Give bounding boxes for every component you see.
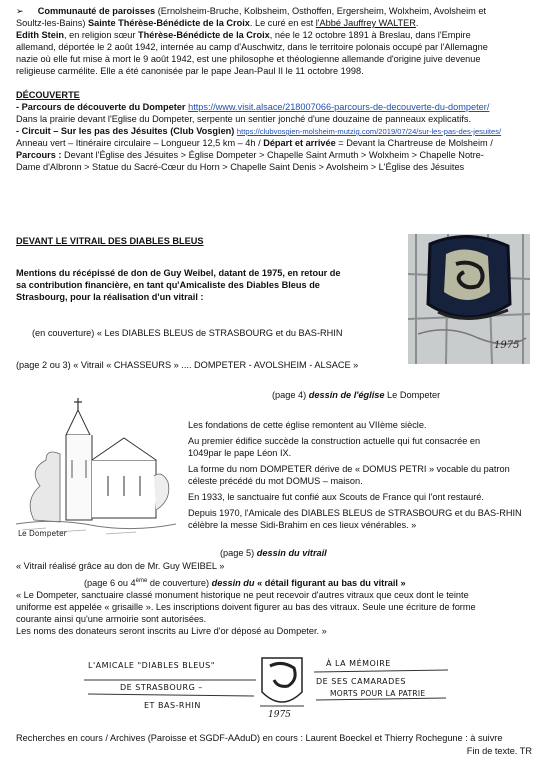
church-p2b: 1049par le pape Léon IX.: [188, 448, 292, 458]
inscription-left-3: ET BAS-RHIN: [144, 701, 201, 710]
page4-line: (page 4) dessin de l'église Le Dompeter: [272, 390, 441, 400]
bullet-icon: ➢: [16, 6, 24, 16]
inscription-right-1: À LA MÉMOIRE: [326, 659, 391, 668]
page6-line: (page 6 ou 4ème de couverture) dessin du « détail figurant au bas du vitrail »: [84, 578, 406, 589]
church-p3a: La forme du nom DOMPETER dérive de « DOMUS PETRI » vocable du patron: [188, 464, 510, 474]
stein-line-4: religieuse carmélite. Elle a été canonisée par le pape Jean-Paul II le 11 octobre 1998.: [16, 66, 364, 76]
quote-line-1: « Le Dompeter, sanctuaire classé monument historique ne peut recevoir d'autres vitraux que ceux dont le teinte: [16, 590, 469, 600]
parcours-link[interactable]: https://www.visit.alsace/218007066-parcours-de-decouverte-du-dompeter/: [188, 102, 490, 112]
church-p2a: Au premier édifice succède la construction actuelle qui fut consacrée en: [188, 436, 481, 446]
parcours2-line-1: Parcours : Devant l'Église des Jésuites > Église Dompeter > Chapelle Saint Armuth > Wolxheim > Chapelle Notre-: [16, 150, 484, 160]
circuit-line: - Circuit – Sur les pas des Jésuites (Club Vosgien) https://clubvosgien-molsheim-mutzig.com/2019/07/24/sur-les-pas-des-jesuites/: [16, 126, 502, 136]
church-drawing: [16, 390, 176, 550]
church-caption: Le Dompeter: [18, 529, 67, 538]
couverture-line: (en couverture) « Les DIABLES BLEUS de STRASBOURG et du BAS-RHIN: [32, 328, 343, 338]
inscription-right-3: MORTS POUR LA PATRIE: [330, 689, 426, 698]
stained-glass-year: 1975: [494, 340, 520, 351]
anneau-line: Anneau vert – Itinéraire circulaire – Longueur 12,5 km – 4h / Départ et arrivée = Devant la Chartreuse de Molsheim /: [16, 138, 493, 148]
vitrail-heading: DEVANT LE VITRAIL DES DIABLES BLEUS: [16, 236, 204, 246]
inscription-left-1: L'AMICALE "DIABLES BLEUS": [88, 661, 215, 670]
realise-line: « Vitrail réalisé grâce au don de Mr. Guy WEIBEL »: [16, 561, 225, 571]
end-line: Fin de texte. TR: [466, 746, 532, 756]
intro-line-1: ➢ Communauté de paroisses (Ernolsheim-Bruche, Kolbsheim, Osthoffen, Ergersheim, Wolxheim, Avolsheim et: [16, 6, 487, 16]
stained-glass-image: [408, 234, 530, 364]
church-p3b: céleste précédé du mot DOMUS – maison.: [188, 476, 363, 486]
inscription-right-2: DE SES CAMARADES: [316, 677, 406, 686]
stein-line-2: allemand, déportée le 2 août 1942, internée au camp d'Auschwitz, dans le territoire polonais occupé par l'Allemagne: [16, 42, 488, 52]
quote-line-3: courante ainsi qu'une armoirie sont autorisées.: [16, 614, 207, 624]
inscription-drawing: [84, 652, 450, 726]
mentions-line-3: Strasbourg, pour la réalisation d'un vitrail :: [16, 292, 204, 302]
church-p5b: célèbre la messe Sidi-Brahim en ces lieux vénérables. »: [188, 520, 417, 530]
mentions-line-1: Mentions du récépissé de don de Guy Weibel, datant de 1975, en retour de: [16, 268, 341, 278]
research-line: Recherches en cours / Archives (Paroisse et SGDF-AAduD) en cours : Laurent Boeckel et Thierry Rochegune : à suivre: [16, 733, 503, 743]
circuit-link[interactable]: https://clubvosgien-molsheim-mutzig.com/2019/07/24/sur-les-pas-des-jesuites/: [236, 127, 502, 136]
church-p5a: Depuis 1970, l'Amicale des DIABLES BLEUS de STRASBOURG et du BAS-RHIN: [188, 508, 522, 518]
parcours2-line-2: Dame d'Albronn > Statue du Sacré-Cœur du Horn > Chapelle Saint Denis > Avolsheim > L'Église des Jésuites: [16, 162, 465, 172]
decouverte-heading: DÉCOUVERTE: [16, 90, 80, 100]
parcours-line: - Parcours de découverte du Dompeter https://www.visit.alsace/218007066-parcours-de-decouverte-du-dompeter/: [16, 102, 490, 112]
stein-line-3: nazie où elle fut mise à mort le 9 août 1942, est une philosophe et théologienne allemande d'origine juive devenue: [16, 54, 481, 64]
quote-line-2: uniforme est appelée « grisaille ». Les inscriptions doivent figurer au bas des vitraux. Seule une écriture de forme: [16, 602, 476, 612]
inscription-left-2: DE STRASBOURG –: [120, 683, 203, 692]
church-p4: En 1933, le sanctuaire fut confié aux Scouts de France qui l'ont restauré.: [188, 492, 484, 502]
parcours-text: Dans la prairie devant l'Eglise du Dompeter, serpente un sentier jonché d'une douzaine de panneaux explicatifs.: [16, 114, 472, 124]
church-sketch: [16, 390, 176, 550]
abbe-link[interactable]: l'Abbé Jauffrey WALTER: [315, 18, 416, 28]
stein-line-1: Edith Stein, en religion sœur Thérèse-Bénédicte de la Croix, née le 12 octobre 1891 à Breslau, dans l'Empire: [16, 30, 471, 40]
page2-line: (page 2 ou 3) « Vitrail « CHASSEURS » .... DOMPETER - AVOLSHEIM - ALSACE »: [16, 360, 359, 370]
intro-line-2: Soultz-les-Bains) Sainte Thérèse-Bénédicte de la Croix. Le curé en est l'Abbé Jauffrey WALTER.: [16, 18, 419, 28]
mentions-line-2: sa contribution financière, en tant qu'Amicaliste des Diables Bleus de: [16, 280, 320, 290]
page5-line: (page 5) dessin du vitrail: [220, 548, 327, 558]
quote-line-4: Les noms des donateurs seront inscrits au Livre d'or déposé au Dompeter. »: [16, 626, 327, 636]
inscription-year: 1975: [268, 710, 291, 720]
church-p1: Les fondations de cette église remontent au VIIème siècle.: [188, 420, 427, 430]
